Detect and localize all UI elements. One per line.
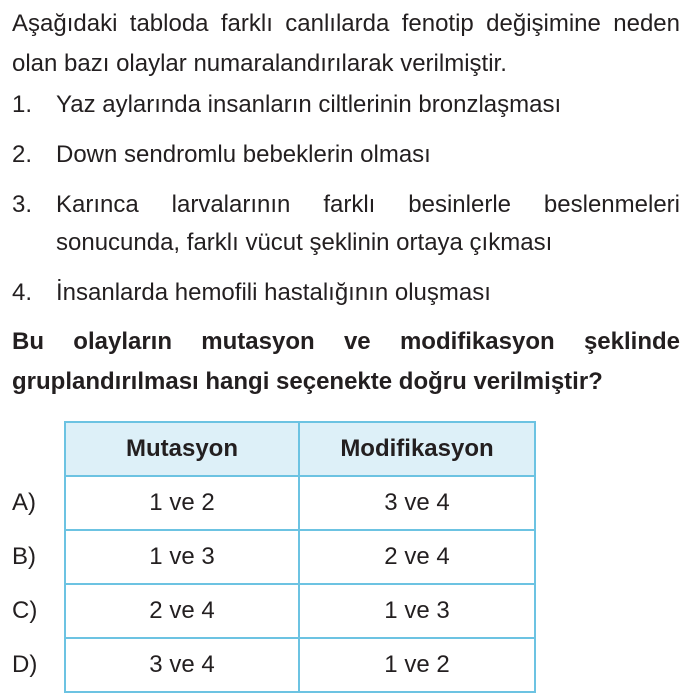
table-header-row bbox=[12, 422, 535, 476]
modifikasyon-cell: 1 ve 2 bbox=[299, 638, 535, 692]
event-number: 1. bbox=[12, 91, 33, 118]
option-letter[interactable]: B) bbox=[12, 543, 36, 570]
option-letter[interactable]: A) bbox=[12, 489, 36, 516]
event-list bbox=[12, 86, 680, 324]
event-number: 4. bbox=[12, 279, 33, 306]
event-item-1 bbox=[12, 86, 680, 124]
event-item-4 bbox=[12, 274, 680, 312]
option-row-c[interactable] bbox=[12, 584, 535, 638]
mutasyon-cell: 3 ve 4 bbox=[65, 638, 299, 692]
event-text: Karınca larvalarının farklı besinlerle beslenmeleri sonucunda, farklı vücut şeklinin ortaya çıkması bbox=[56, 191, 680, 256]
modifikasyon-cell: 2 ve 4 bbox=[299, 530, 535, 584]
option-row-d[interactable] bbox=[12, 638, 535, 692]
question-intro: Aşağıdaki tabloda farklı canlılarda fenotip değişimine neden olan bazı olaylar numaralandırılarak verilmiştir. bbox=[12, 10, 680, 77]
option-letter[interactable]: C) bbox=[12, 597, 38, 624]
option-row-a[interactable] bbox=[12, 476, 535, 530]
event-text: İnsanlarda hemofili hastalığının oluşması bbox=[56, 279, 491, 306]
modifikasyon-cell: 1 ve 3 bbox=[299, 584, 535, 638]
question-stem: Bu olayların mutasyon ve modifikasyon şeklinde gruplandırılması hangi seçenekte doğru verilmiştir? bbox=[12, 328, 680, 395]
event-text: Yaz aylarında insanların ciltlerinin bronzlaşması bbox=[56, 91, 562, 118]
event-item-2 bbox=[12, 136, 680, 174]
mutasyon-cell: 1 ve 2 bbox=[65, 476, 299, 530]
table-corner bbox=[12, 422, 65, 476]
event-number: 3. bbox=[12, 191, 33, 218]
options-table bbox=[12, 421, 536, 693]
mutasyon-cell: 1 ve 3 bbox=[65, 530, 299, 584]
event-text: Down sendromlu bebeklerin olması bbox=[56, 141, 431, 168]
header-modifikasyon: Modifikasyon bbox=[299, 422, 535, 476]
option-row-b[interactable] bbox=[12, 530, 535, 584]
event-item-3 bbox=[12, 186, 680, 262]
option-letter[interactable]: D) bbox=[12, 651, 38, 678]
event-number: 2. bbox=[12, 141, 33, 168]
header-mutasyon: Mutasyon bbox=[65, 422, 299, 476]
modifikasyon-cell: 3 ve 4 bbox=[299, 476, 535, 530]
mutasyon-cell: 2 ve 4 bbox=[65, 584, 299, 638]
